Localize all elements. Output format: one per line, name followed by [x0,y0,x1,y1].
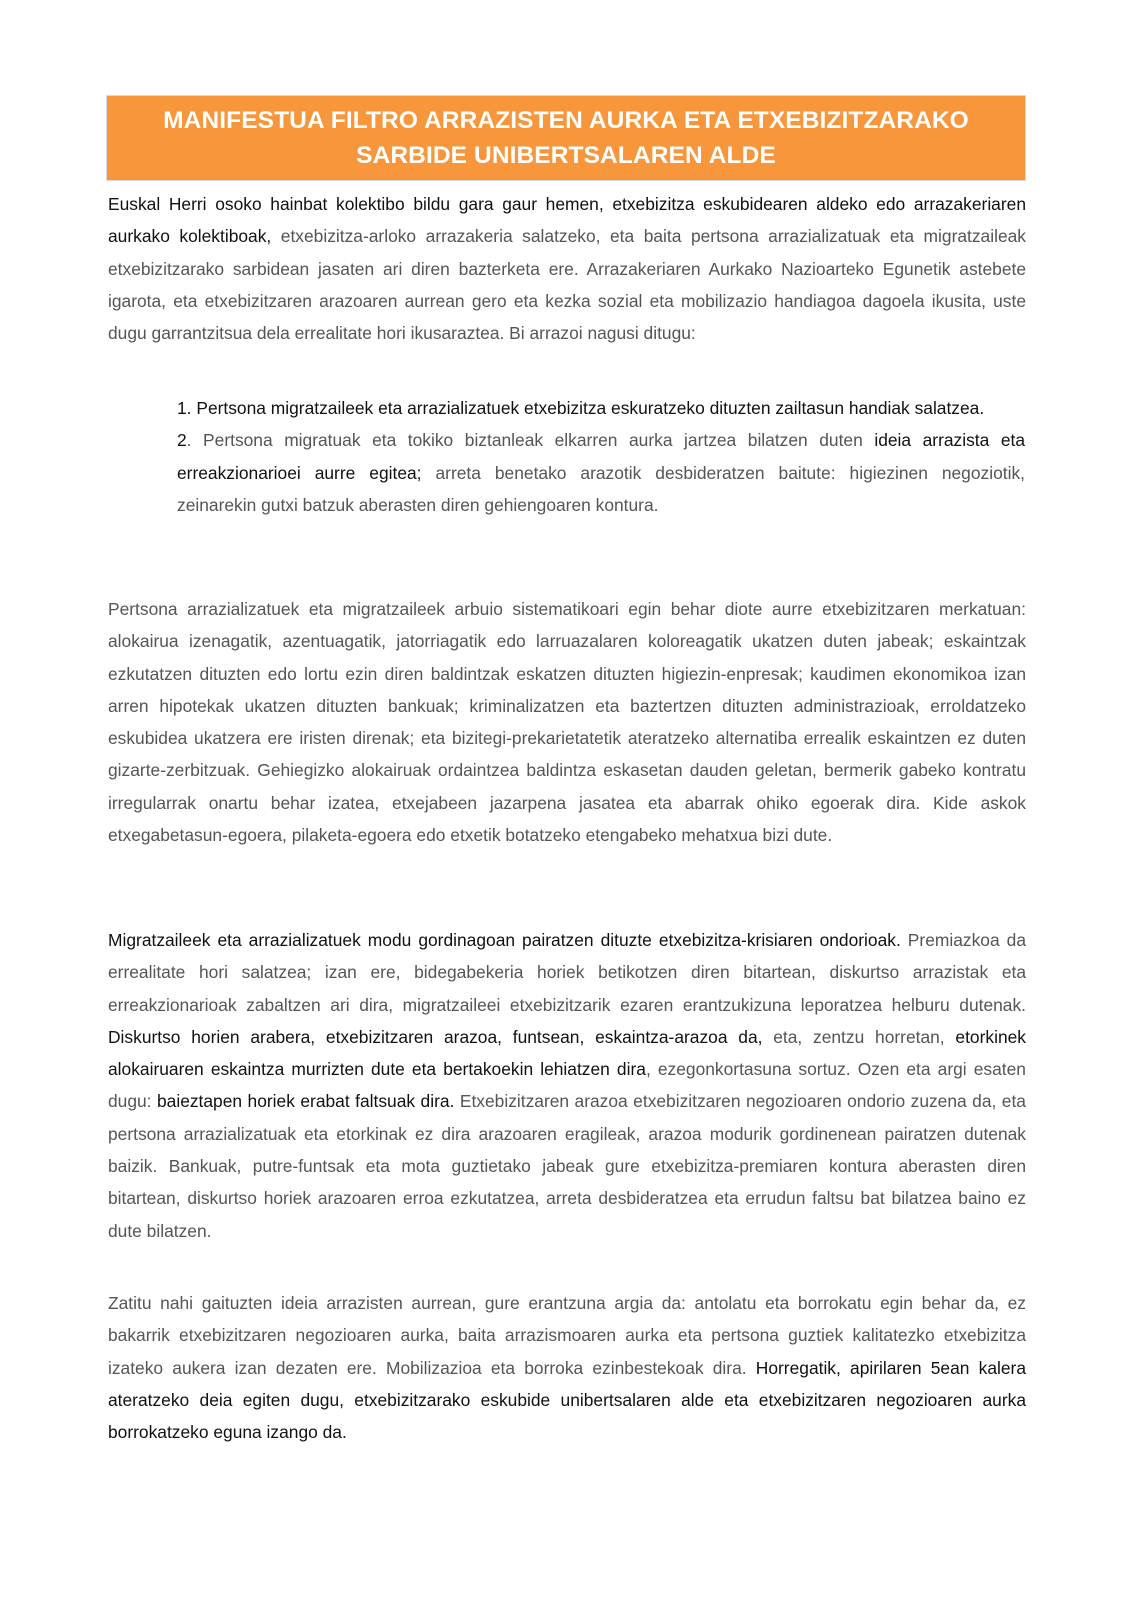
list-item-1 [177,392,1025,424]
reasons-list [177,392,1025,521]
discourse-bold-4: baieztapen horiek erabat faltsuak dira. [156,1091,455,1112]
paragraph-discrimination [108,593,1026,851]
paragraph-call-to-action [108,1287,1026,1448]
list-item-1-number: 1. [177,398,192,418]
title-line-2: SARBIDE UNIBERTSALAREN ALDE [356,142,776,169]
list-item-2-number: 2 [177,430,187,451]
discourse-text-3: , ezegonkortasuna sortuz. Ozen eta argi esaten dugu: [108,1059,1026,1112]
discourse-bold-2: Diskurtso horien arabera, etxebizitzaren arazoa, funtsean, eskaintza-arazoa da, [108,1026,763,1047]
discourse-bold-3: etorkinek alokairuaren eskaintza murrizten dute eta bertakoekin lehiatzen dira [108,1026,1026,1080]
discourse-text-1: Premiazkoa da errealitate hori salatzea; izan ere, bidegabekeria horiek betikotzen diren bitartean, diskurtso arrazistak eta erreakzionarioak zabaltzen ari dira, migratzaileei etxebizitzarik ezaren erantzukizuna leporatzea helburu dutenak. [108,930,1026,1015]
list-item-2-text: . Pertsona migratuak eta tokiko biztanleak elkarren aurka jartzea bilatzen duten [186,430,875,451]
paragraph-discourse [108,924,1026,1247]
paragraph-intro [108,188,1026,349]
discourse-bold-1: Migratzaileek eta arrazializatuek modu gordinagoan pairatzen dituzte etxebizitza-krisiaren ondorioak. [108,930,901,950]
list-item-2-bold: ideia arrazista eta erreakzionarioei aurre egitea; [177,430,1026,483]
list-item-2-text-end: arreta benetako arazotik desbideratzen baitute: higiezinen negoziotik, zeinarekin gutxi batzuk aberasten diren gehiengoaren kontura. [177,462,1025,515]
call-to-action-text: Zatitu nahi gaituzten ideia arrazisten aurrean, gure erantzuna argia da: antolatu eta borrokatu egin behar da, ez bakarrik etxebizitzaren negozioaren aurka, baita arrazismoaren aurka eta pertsona guztiek kalitatezko etxebizitza izateko aukera izan dezaten ere. Mobilizazioa eta borroka ezinbestekoak dira. [108,1293,1026,1378]
list-item-2 [177,424,1025,521]
intro-text: etxebizitza-arloko arrazakeria salatzeko, eta baita pertsona arrazializatuak eta migratzaileak etxebizitzarako sarbidean jasaten ari diren bazterketa ere. Arrazakeriaren Aurkako Nazioarteko Egunetik astebete igarota, eta etxebizitzaren arazoaren aurrean gero eta kezka sozial eta mobilizazio handiagoa dagoela ikusita, uste dugu garrantzitsua dela errealitate hori ikusaraztea. Bi arrazoi nagusi ditugu: [108,226,1026,344]
list-item-1-text: Pertsona migratzaileek eta arrazializatuek etxebizitza eskuratzeko dituzten zailtasun handiak salatzea. [191,398,985,418]
title-banner [106,95,1026,181]
intro-bold-text: Euskal Herri osoko hainbat kolektibo bildu gara gaur hemen, etxebizitza eskubidearen aldeko edo arrazakeriaren aurkako kolektiboak, [108,194,1026,247]
discourse-text-4: Etxebizitzaren arazoa etxebizitzaren negozioaren ondorio zuzena da, eta pertsona arrazializatuak eta etorkinak ez dira arazoaren eragileak, arazoa modurik gordinenean pairatzen dutenak baizik. Bankuak, putre-funtsak eta mota guztietako jabeak gure etxebizitza-premiaren kontura aberasten diren bitartean, diskurtso horiek arazoaren erroa ezkutatzea, arreta desbideratzea eta errudun faltsu bat bilatzea baino ez dute bilatzen. [108,1091,1026,1241]
title-line-1: MANIFESTUA FILTRO ARRAZISTEN AURKA ETA ETXEBIZITZARAKO [163,107,969,134]
discrimination-text: Pertsona arrazializatuek eta migratzaileek arbuio sistematikoari egin behar diote aurre etxebizitzaren merkatuan: alokairua izenagatik, azentuagatik, jatorriagatik edo larruazalaren koloreagatik ukatzen duten jabeak; eskaintzak ezkutatzen dituzten edo lortu ezin diren baldintzak eskatzen dituzten higiezin-enpresak; kaudimen ekonomikoa izan arren hipotekak ukatzen dituzten bankuak; kriminalizatzen eta baztertzen dituzten administrazioak, erroldatzeko eskubidea ukatzera ere iristen direnak; eta bizitegi-prekarietatetik ateratzeko alternatiba errealik eskaintzen ez duten gizarte-zerbitzuak. Gehiegizko alokairuak ordaintzea baldintza eskasetan dauden geletan, bermerik gabeko kontratu irregularrak onartu behar izatea, etxejabeen jazarpena jasatea eta abarrak ohiko egoerak dira. Kide askok etxegabetasun-egoera, pilaketa-egoera edo etxetik botatzeko etengabeko mehatxua bizi dute. [108,599,1026,846]
discourse-text-2: eta, zentzu horretan, [762,1026,956,1047]
call-to-action-bold: Horregatik, apirilaren 5ean kalera ateratzeko deia egiten dugu, etxebizitzarako eskubide unibertsalaren alde eta etxebizitzaren negozioaren aurka borrokatzeko eguna izango da. [108,1357,1026,1443]
